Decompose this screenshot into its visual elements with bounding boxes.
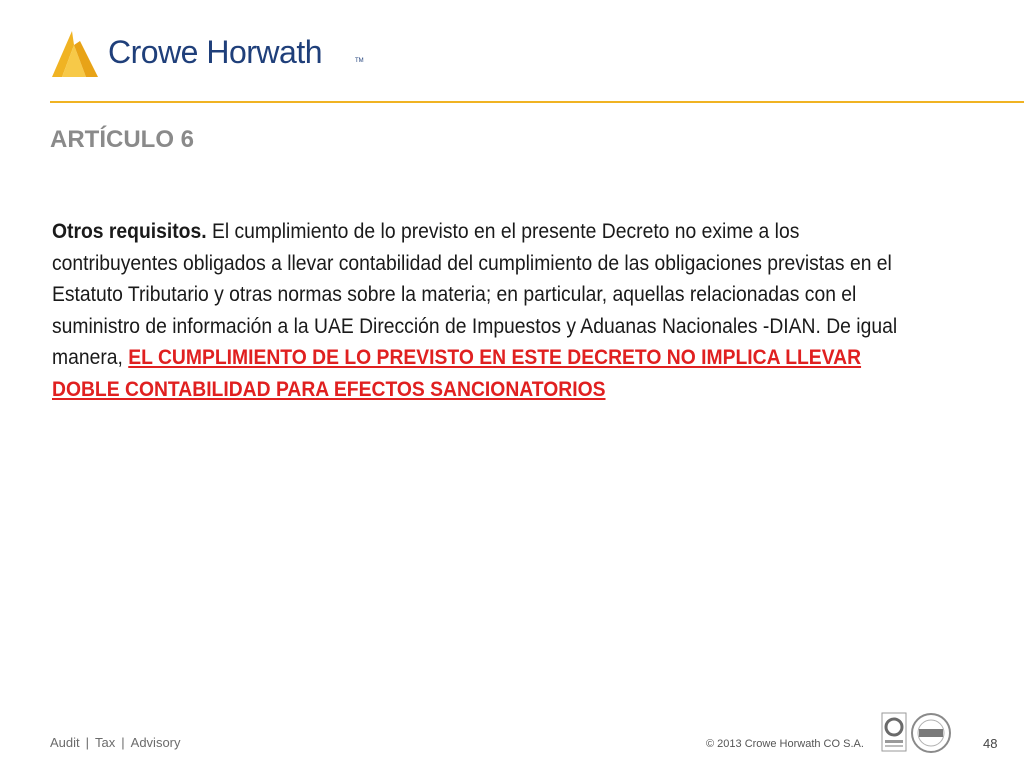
footer-audit: Audit: [50, 735, 80, 750]
article-highlight: EL CUMPLIMIENTO DE LO PREVISTO EN ESTE DECRETO NO IMPLICA LLEVAR DOBLE CONTABILIDAD PARA EFECTOS SANCIONATORIOS: [52, 346, 862, 401]
page-number: 48: [983, 736, 998, 751]
certification-badge-icon: [881, 712, 907, 752]
article-lead: Otros requisitos.: [52, 220, 207, 243]
slide-title: ARTÍCULO 6: [50, 126, 194, 153]
iqnet-badge-icon: [910, 712, 952, 754]
footer-separator: |: [121, 735, 125, 750]
article-body: [52, 216, 898, 405]
footer-copyright: © 2013 Crowe Horwath CO S.A.: [706, 738, 864, 750]
header-divider: [50, 101, 1024, 103]
footer-services: [50, 735, 181, 750]
logo-trademark: TM: [355, 58, 364, 64]
footer-separator: |: [85, 735, 90, 750]
logo-wordmark: Crowe Horwath: [108, 34, 323, 70]
footer-tax: Tax: [95, 735, 116, 750]
crowe-logo-icon: [50, 31, 100, 77]
article-text: El cumplimiento de lo previsto en el presente Decreto no exime a los contribuyentes obligados a llevar contabilidad del cumplimiento de las obligaciones previstas en el Estatuto Tributario y otras normas sobre la materia; en particular, aquellas relacionadas con el suministro de información a la UAE Dirección de Impuestos y Aduanas Nacionales -DIAN. De igual manera,: [52, 220, 898, 369]
footer-advisory: Advisory: [130, 735, 181, 750]
